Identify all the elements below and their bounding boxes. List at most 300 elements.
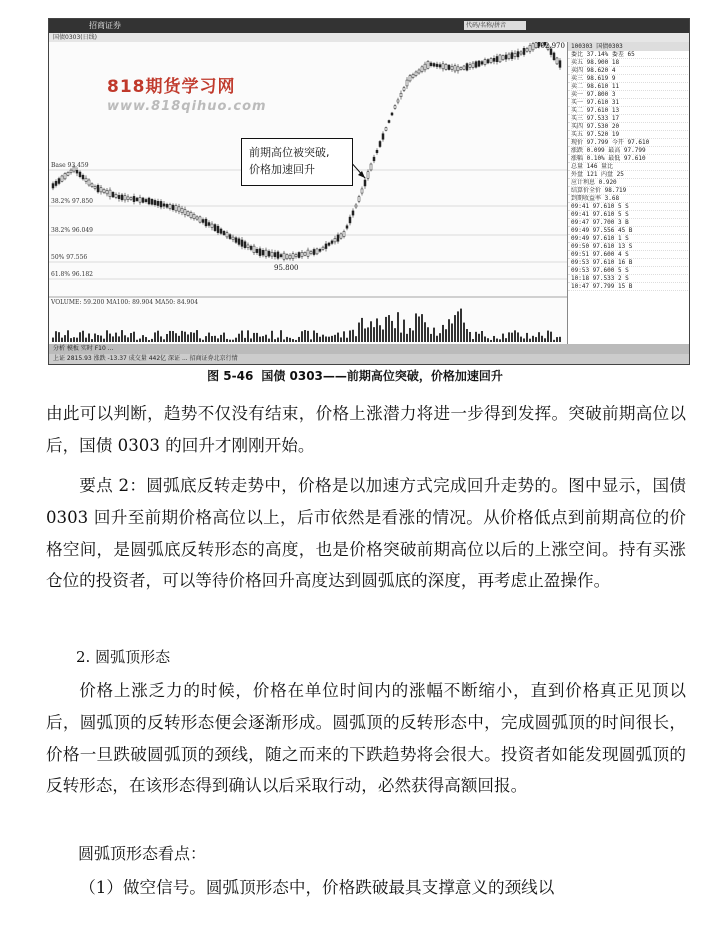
volume-bar — [142, 335, 144, 342]
candle-body — [286, 255, 288, 259]
volume-bar — [499, 339, 501, 342]
volume-bar — [367, 327, 369, 342]
volume-bar — [232, 340, 234, 342]
volume-bar — [205, 336, 207, 342]
volume-bar — [286, 337, 288, 342]
volume-bar — [103, 339, 105, 342]
volume-bar — [70, 338, 72, 342]
candle-body — [124, 196, 126, 200]
candle-body — [226, 233, 228, 237]
quote-row: 09:53 97.600 5 S — [568, 267, 690, 275]
candle-body — [58, 179, 60, 184]
candle-body — [64, 174, 66, 179]
candle-body — [247, 245, 249, 248]
candle-body — [235, 238, 237, 243]
figure-number: 图 5-46 — [207, 369, 254, 383]
candle-body — [157, 201, 159, 205]
candle-body — [346, 226, 348, 229]
candle-body — [352, 211, 354, 215]
candle-body — [412, 74, 414, 77]
quote-rows — [568, 51, 690, 291]
logo-name: 818期货学习网 — [107, 77, 236, 97]
candle-body — [175, 206, 177, 211]
volume-bar — [433, 328, 435, 342]
candle-body — [103, 189, 105, 192]
candle-body — [490, 59, 492, 63]
volume-bar — [151, 339, 153, 342]
volume-bar — [109, 334, 111, 342]
volume-bar — [304, 330, 306, 342]
volume-bar — [370, 321, 372, 342]
volume-bar — [100, 336, 102, 342]
volume-bar — [544, 338, 546, 342]
search-input[interactable]: 代码/名称/拼音 — [464, 21, 526, 30]
quote-row: 买一 97.610 31 — [568, 99, 690, 107]
quote-row: 卖三 98.619 9 — [568, 75, 690, 83]
quote-row: 卖一 97.800 3 — [568, 91, 690, 99]
volume-bar — [208, 333, 210, 342]
quote-row: 卖五 98.900 18 — [568, 59, 690, 67]
volume-bar — [412, 330, 414, 342]
candle-body — [223, 231, 225, 235]
candle-body — [172, 205, 174, 210]
candle-body — [163, 204, 165, 206]
candle-body — [82, 175, 84, 179]
quote-panel — [567, 42, 690, 344]
volume-bar — [355, 336, 357, 342]
candle-body — [250, 246, 252, 249]
candle-body — [265, 250, 267, 256]
candle-body — [382, 134, 384, 140]
candle-body — [433, 63, 435, 66]
candle-body — [115, 194, 117, 197]
candle-body — [361, 189, 363, 193]
volume-bar — [373, 327, 375, 342]
candle-body — [109, 190, 111, 197]
candle-body — [61, 176, 63, 181]
volume-bar — [322, 335, 324, 342]
volume-bar — [211, 336, 213, 342]
volume-bar — [250, 338, 252, 342]
volume-bar — [82, 331, 84, 342]
candle-body — [472, 63, 474, 67]
volume-bar — [220, 335, 222, 342]
candle-body — [295, 255, 297, 257]
volume-bar — [481, 331, 483, 342]
volume-bar — [559, 337, 561, 342]
candle-body — [466, 64, 468, 71]
quote-row: 09:51 97.600 4 S — [568, 251, 690, 259]
volume-bar — [424, 322, 426, 342]
candle-body — [505, 55, 507, 59]
candle-body — [292, 254, 294, 259]
candle-body — [193, 214, 195, 219]
volume-bar — [190, 332, 192, 342]
quote-row: 结算价全价 98.719 — [568, 187, 690, 195]
candle-body — [55, 181, 57, 185]
paragraph-2: 要点 2：圆弧底反转走势中，价格是以加速方式完成回升走势的。图中显示，国债 0303 回升至前期价格高位以上，后市依然是看涨的情况。从价格低点到前期高位的价格空间，是圆弧底反转形态的高度，也是价格突破前期高位以后的上涨空间。持有买涨仓位的投资者，可以等待价格回升高度达到圆弧底的深度，再考虑止盈操作。 — [46, 476, 686, 591]
quote-row: 09:50 97.610 13 S — [568, 243, 690, 251]
candle-body — [199, 217, 201, 222]
volume-bar — [112, 336, 114, 342]
volume-bar — [379, 325, 381, 342]
volume-bar — [283, 339, 285, 342]
low-price-label: 95.800 — [274, 264, 299, 272]
volume-bar — [58, 332, 60, 342]
volume-bar — [259, 337, 261, 342]
subheading: 圆弧顶形态看点： — [78, 844, 207, 863]
volume-bar — [346, 338, 348, 342]
volume-bar — [313, 331, 315, 342]
candle-body — [76, 170, 78, 173]
volume-bar — [124, 335, 126, 342]
candle-body — [85, 178, 87, 181]
volume-bar — [508, 332, 510, 342]
volume-bar — [556, 337, 558, 342]
candle-body — [355, 205, 357, 207]
high-price-label: 102.970 — [536, 42, 565, 50]
quote-row: 委比 37.14% 委差 65 — [568, 51, 690, 59]
volume-bar — [187, 334, 189, 342]
candle-body — [79, 172, 81, 177]
candle-body — [244, 242, 246, 248]
volume-bar — [241, 331, 243, 342]
volume-bar — [292, 339, 294, 342]
volume-bar — [340, 337, 342, 342]
candle-body — [553, 53, 555, 60]
volume-bar — [436, 336, 438, 342]
volume-bar — [448, 319, 450, 342]
volume-bar — [361, 318, 363, 342]
quote-row: 总量 146 量比 — [568, 163, 690, 171]
quote-row: 09:41 97.610 5 S — [568, 203, 690, 211]
level-label-382a: 38.2% 97.850 — [51, 198, 93, 205]
candle-body — [238, 239, 240, 245]
volume-bar — [511, 333, 513, 342]
quote-row: 09:53 97.610 16 B — [568, 259, 690, 267]
candle-body — [556, 58, 558, 64]
candle-body — [487, 60, 489, 63]
volume-bar — [295, 340, 297, 342]
quote-row: 现价 97.799 今开 97.610 — [568, 139, 690, 147]
candle-body — [364, 180, 366, 186]
candle-body — [91, 184, 93, 187]
volume-bar — [223, 333, 225, 342]
volume-bar — [331, 336, 333, 342]
candle-body — [475, 62, 477, 68]
candle-body — [319, 249, 321, 251]
candle-body — [178, 207, 180, 211]
candle-body — [208, 223, 210, 226]
site-logo — [107, 72, 267, 114]
app-titlebar — [49, 19, 689, 33]
candle-body — [385, 128, 387, 131]
volume-bar — [502, 334, 504, 342]
quote-row: 09:47 97.700 3 B — [568, 219, 690, 227]
quote-row: 买四 97.530 20 — [568, 123, 690, 131]
volume-bar — [244, 338, 246, 342]
candle-body — [217, 226, 219, 232]
volume-bar — [463, 323, 465, 342]
volume-bar — [115, 333, 117, 342]
candle-body — [331, 241, 333, 244]
paragraph-3: 价格上涨乏力的时候，价格在单位时间内的涨幅不断缩小，直到价格真正见顶以后，圆弧顶的反转形态便会逐渐形成。圆弧顶的反转形态中，完成圆弧顶的时间很长，价格一旦跌破圆弧顶的颈线，随之而来的下跌趋势将会很大。投资者如能发现圆弧顶的反转形态，在该形态得到确认以后采取行动，必然获得高额回报。 — [46, 681, 686, 796]
quote-row: 应计利息 0.920 — [568, 179, 690, 187]
volume-bar — [427, 327, 429, 342]
status-line: 上证 2815.93 涨跌 -13.37 成交量 442亿 深证 ... 招商证券北京行情 — [53, 355, 238, 362]
volume-bar — [280, 330, 282, 342]
volume-bar — [178, 336, 180, 342]
volume-bar — [541, 336, 543, 342]
candle-body — [532, 44, 534, 50]
quote-row: 09:49 97.556 45 B — [568, 227, 690, 235]
candle-body — [325, 244, 327, 249]
figure-caption — [0, 367, 710, 384]
candle-body — [142, 198, 144, 202]
candle-body — [271, 252, 273, 256]
candle-body — [169, 205, 171, 209]
candle-body — [181, 208, 183, 212]
level-label-base: Base 93.459 — [51, 162, 89, 169]
volume-bar — [490, 340, 492, 342]
volume-bar — [262, 336, 264, 342]
candle-body — [397, 100, 399, 102]
volume-bar — [121, 330, 123, 342]
volume-bar — [469, 332, 471, 342]
volume-bar — [256, 333, 258, 342]
volume-bar — [388, 315, 390, 342]
callout-line-1: 前期高位被突破, — [249, 146, 330, 159]
candle-body — [451, 66, 453, 69]
candle-body — [430, 63, 432, 66]
volume-bar — [97, 335, 99, 342]
candle-body — [187, 211, 189, 215]
volume-bar — [163, 339, 165, 342]
quote-row: 买二 97.610 13 — [568, 107, 690, 115]
volume-bar — [73, 337, 75, 342]
volume-bar — [409, 328, 411, 342]
candle-body — [529, 45, 531, 51]
volume-bar — [184, 332, 186, 342]
volume-bar — [130, 333, 132, 342]
quote-row: 外盘 121 内盘 25 — [568, 171, 690, 179]
volume-bar — [166, 334, 168, 342]
chart-screenshot — [48, 18, 690, 365]
volume-bar — [391, 321, 393, 342]
volume-bar — [136, 340, 138, 342]
candle-body — [442, 64, 444, 69]
candle-body — [370, 164, 372, 170]
volume-bar — [175, 333, 177, 342]
volume-bar — [532, 336, 534, 342]
volume-bar — [328, 337, 330, 342]
volume-bar — [337, 333, 339, 342]
candle-body — [496, 56, 498, 61]
volume-bar — [172, 331, 174, 342]
volume-bar — [199, 338, 201, 342]
candle-body — [148, 198, 150, 204]
candlestick-chart — [49, 42, 567, 344]
volume-bar — [193, 333, 195, 342]
candle-body — [52, 184, 54, 188]
paragraph-4: （1）做空信号。圆弧顶形态中，价格跌破最具支撑意义的颈线以 — [79, 878, 555, 897]
volume-bar — [358, 323, 360, 342]
volume-bar — [466, 329, 468, 342]
candle-body — [145, 199, 147, 201]
candle-body — [508, 54, 510, 59]
candle-body — [463, 66, 465, 69]
candle-body — [229, 235, 231, 239]
candle-body — [460, 67, 462, 69]
volume-bar — [196, 330, 198, 342]
candle-body — [304, 252, 306, 255]
volume-bar — [343, 331, 345, 342]
volume-bar — [55, 331, 57, 342]
volume-bar — [457, 311, 459, 342]
candle-body — [160, 201, 162, 207]
volume-bar — [169, 331, 171, 342]
app-brand: 招商证券 — [89, 21, 121, 30]
volume-bar — [181, 331, 183, 342]
candle-body — [127, 197, 129, 200]
candle-body — [517, 52, 519, 57]
volume-bar — [523, 338, 525, 342]
volume-bar — [334, 335, 336, 342]
volume-bar — [529, 339, 531, 342]
candle-body — [484, 60, 486, 65]
candle-body — [100, 188, 102, 192]
candle-body — [322, 247, 324, 249]
volume-bar — [316, 333, 318, 342]
volume-bar — [229, 340, 231, 342]
volume-bar — [493, 336, 495, 342]
volume-bar — [226, 339, 228, 342]
volume-bar — [517, 332, 519, 342]
volume-bar — [526, 333, 528, 342]
logo-url: www.818qihuo.com — [107, 99, 267, 114]
volume-bar — [307, 331, 309, 342]
candle-body — [310, 252, 312, 254]
volume-bar — [214, 336, 216, 342]
quote-row: 涨跌 0.099 最高 97.799 — [568, 147, 690, 155]
candle-body — [277, 252, 279, 258]
volume-bar — [439, 333, 441, 342]
candle-body — [274, 253, 276, 257]
volume-bar — [550, 332, 552, 342]
candle-body — [289, 255, 291, 258]
volume-bar — [160, 336, 162, 342]
bottom-tabs[interactable]: 分析 模板 实时 F10 ... — [49, 344, 689, 354]
volume-bar — [364, 328, 366, 342]
volume-bar — [406, 334, 408, 342]
volume-bar — [397, 312, 399, 342]
volume-bar — [157, 331, 159, 342]
volume-bar — [253, 333, 255, 342]
volume-bar — [475, 332, 477, 342]
volume-bar — [88, 333, 90, 342]
volume-bar — [547, 331, 549, 342]
volume-bar — [349, 330, 351, 342]
candle-body — [268, 251, 270, 256]
candle-body — [337, 235, 339, 241]
volume-bar — [301, 331, 303, 342]
candle-body — [514, 53, 516, 56]
volume-bar — [376, 318, 378, 342]
candle-body — [139, 197, 141, 202]
candle-body — [481, 62, 483, 65]
annotation-callout — [241, 138, 353, 186]
candle-body — [70, 170, 72, 173]
volume-bar — [268, 339, 270, 342]
candle-body — [388, 120, 390, 122]
candle-body — [94, 186, 96, 188]
volume-bar — [400, 333, 402, 342]
candle-body — [130, 198, 132, 200]
candle-body — [526, 48, 528, 51]
candle-body — [469, 65, 471, 68]
volume-bar — [235, 338, 237, 342]
volume-bar — [385, 317, 387, 342]
volume-bar — [451, 323, 453, 342]
volume-bar — [76, 338, 78, 342]
chart-toolbar: 国债0303(日线) — [49, 33, 690, 42]
figure-title: 国债 0303——前期高位突破，价格加速回升 — [261, 369, 503, 383]
quote-row: 到期收益率 3.68 — [568, 195, 690, 203]
candle-body — [151, 199, 153, 204]
candle-body — [520, 52, 522, 54]
volume-bar — [154, 332, 156, 342]
quote-row: 09:49 97.610 1 S — [568, 235, 690, 243]
candle-body — [133, 196, 135, 201]
candle-body — [559, 61, 561, 68]
volume-bar — [454, 315, 456, 342]
candle-body — [427, 61, 429, 68]
candle-body — [349, 217, 351, 223]
volume-bar — [487, 338, 489, 342]
volume-bar — [85, 338, 87, 342]
candle-body — [403, 88, 405, 91]
candle-body — [262, 250, 264, 255]
candle-body — [301, 252, 303, 256]
candle-body — [457, 67, 459, 71]
volume-bar — [118, 336, 120, 342]
candle-body — [328, 243, 330, 245]
quote-row: 10:18 97.533 2 S — [568, 275, 690, 283]
candle-body — [406, 80, 408, 86]
candle-body — [256, 249, 258, 252]
volume-bar — [133, 332, 135, 342]
quote-row: 买三 97.533 17 — [568, 115, 690, 123]
candle-body — [400, 93, 402, 97]
candle-body — [379, 141, 381, 146]
candle-body — [418, 70, 420, 73]
volume-bar — [127, 337, 129, 342]
candle-body — [316, 249, 318, 254]
candle-body — [424, 64, 426, 70]
volume-bar — [247, 330, 249, 342]
volume-bar — [148, 340, 150, 342]
volume-bar — [520, 337, 522, 342]
volume-bar — [538, 332, 540, 342]
candle-body — [454, 66, 456, 71]
volume-bar — [484, 336, 486, 342]
candle-body — [97, 185, 99, 192]
candle-body — [307, 250, 309, 256]
candle-body — [205, 219, 207, 226]
volume-bar — [271, 331, 273, 342]
volume-bar — [106, 330, 108, 342]
volume-bar — [265, 335, 267, 342]
